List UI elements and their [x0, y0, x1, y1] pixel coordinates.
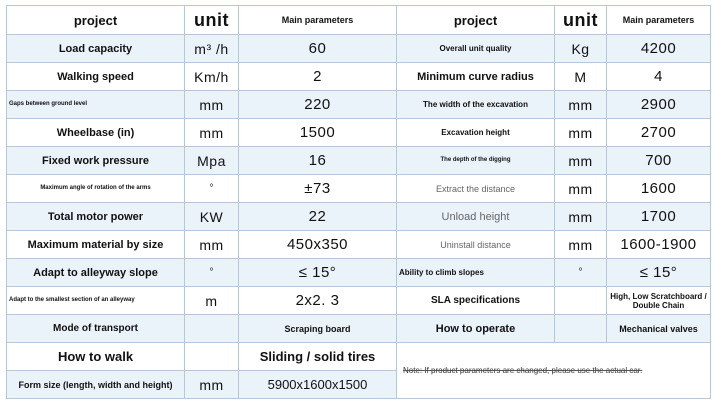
row-value: High, Low Scratchboard / Double Chain [607, 287, 711, 315]
row-value: ≤ 15° [239, 259, 397, 287]
row-label: Wheelbase (in) [7, 119, 185, 147]
row-unit: KW [185, 203, 239, 231]
row-label: Unload height [397, 203, 555, 231]
row-value: Sliding / solid tires [239, 343, 397, 371]
row-label: The depth of the digging [397, 147, 555, 175]
row-value: 22 [239, 203, 397, 231]
row-value: 1600-1900 [607, 231, 711, 259]
header-project-right: project [397, 6, 555, 35]
row-unit: mm [185, 231, 239, 259]
row-unit: mm [555, 119, 607, 147]
row-unit [185, 315, 239, 343]
row-label: Total motor power [7, 203, 185, 231]
row-unit: mm [555, 147, 607, 175]
row-value: 60 [239, 35, 397, 63]
table-row [7, 287, 711, 315]
row-label: Load capacity [7, 35, 185, 63]
row-value: 2900 [607, 91, 711, 119]
header-project-left: project [7, 6, 185, 35]
row-value: 700 [607, 147, 711, 175]
table-row [7, 147, 711, 175]
row-label: How to operate [397, 315, 555, 343]
row-value: 2x2. 3 [239, 287, 397, 315]
header-row [7, 6, 711, 35]
table-row [7, 203, 711, 231]
header-main-left: Main parameters [239, 6, 397, 35]
row-unit: mm [185, 91, 239, 119]
row-unit: ° [185, 175, 239, 203]
row-value: 4 [607, 63, 711, 91]
row-value: ≤ 15° [607, 259, 711, 287]
table-row [7, 91, 711, 119]
row-label: The width of the excavation [397, 91, 555, 119]
row-label: Uninstall distance [397, 231, 555, 259]
row-label: Maximum material by size [7, 231, 185, 259]
row-label: Excavation height [397, 119, 555, 147]
table-row [7, 35, 711, 63]
table-row [7, 175, 711, 203]
row-unit [185, 343, 239, 371]
row-value: Scraping board [239, 315, 397, 343]
row-value: Mechanical valves [607, 315, 711, 343]
row-unit: mm [555, 175, 607, 203]
header-unit-left: unit [185, 6, 239, 35]
row-value: 220 [239, 91, 397, 119]
row-value: ±73 [239, 175, 397, 203]
row-label: Gaps between ground level [7, 91, 185, 119]
row-label: Fixed work pressure [7, 147, 185, 175]
row-label: Form size (length, width and height) [7, 371, 185, 399]
row-value: 2 [239, 63, 397, 91]
row-unit: mm [555, 91, 607, 119]
note-text: Note: If product parameters are changed, please use the actual car. [403, 366, 643, 375]
row-unit: m [185, 287, 239, 315]
row-label: Minimum curve radius [397, 63, 555, 91]
row-value: 2700 [607, 119, 711, 147]
row-unit [555, 315, 607, 343]
product-note [397, 343, 711, 399]
parameters-table [6, 5, 711, 399]
row-unit: ° [555, 259, 607, 287]
table-row [7, 119, 711, 147]
row-unit [555, 287, 607, 315]
row-label: Mode of transport [7, 315, 185, 343]
row-unit: m³ /h [185, 35, 239, 63]
row-value: 16 [239, 147, 397, 175]
row-value: 5900x1600x1500 [239, 371, 397, 399]
row-value: 1500 [239, 119, 397, 147]
header-main-right: Main parameters [607, 6, 711, 35]
row-unit: mm [185, 371, 239, 399]
row-label: Walking speed [7, 63, 185, 91]
table-row [7, 315, 711, 343]
row-unit: Mpa [185, 147, 239, 175]
row-label: Maximum angle of rotation of the arms [7, 175, 185, 203]
row-unit: M [555, 63, 607, 91]
row-unit: mm [185, 119, 239, 147]
row-unit: Km/h [185, 63, 239, 91]
row-unit: mm [555, 203, 607, 231]
row-label: Overall unit quality [397, 35, 555, 63]
row-label: How to walk [7, 343, 185, 371]
table-row [7, 63, 711, 91]
row-value: 1700 [607, 203, 711, 231]
row-unit: Kg [555, 35, 607, 63]
table-row [7, 343, 711, 371]
row-value: 4200 [607, 35, 711, 63]
header-unit-right: unit [555, 6, 607, 35]
row-unit: ° [185, 259, 239, 287]
row-value: 450x350 [239, 231, 397, 259]
row-unit: mm [555, 231, 607, 259]
table-row [7, 259, 711, 287]
row-label: Ability to climb slopes [397, 259, 555, 287]
row-label: Adapt to the smallest section of an alleyway [7, 287, 185, 315]
table-row [7, 231, 711, 259]
row-label: SLA specifications [397, 287, 555, 315]
row-value: 1600 [607, 175, 711, 203]
row-label: Adapt to alleyway slope [7, 259, 185, 287]
row-label: Extract the distance [397, 175, 555, 203]
